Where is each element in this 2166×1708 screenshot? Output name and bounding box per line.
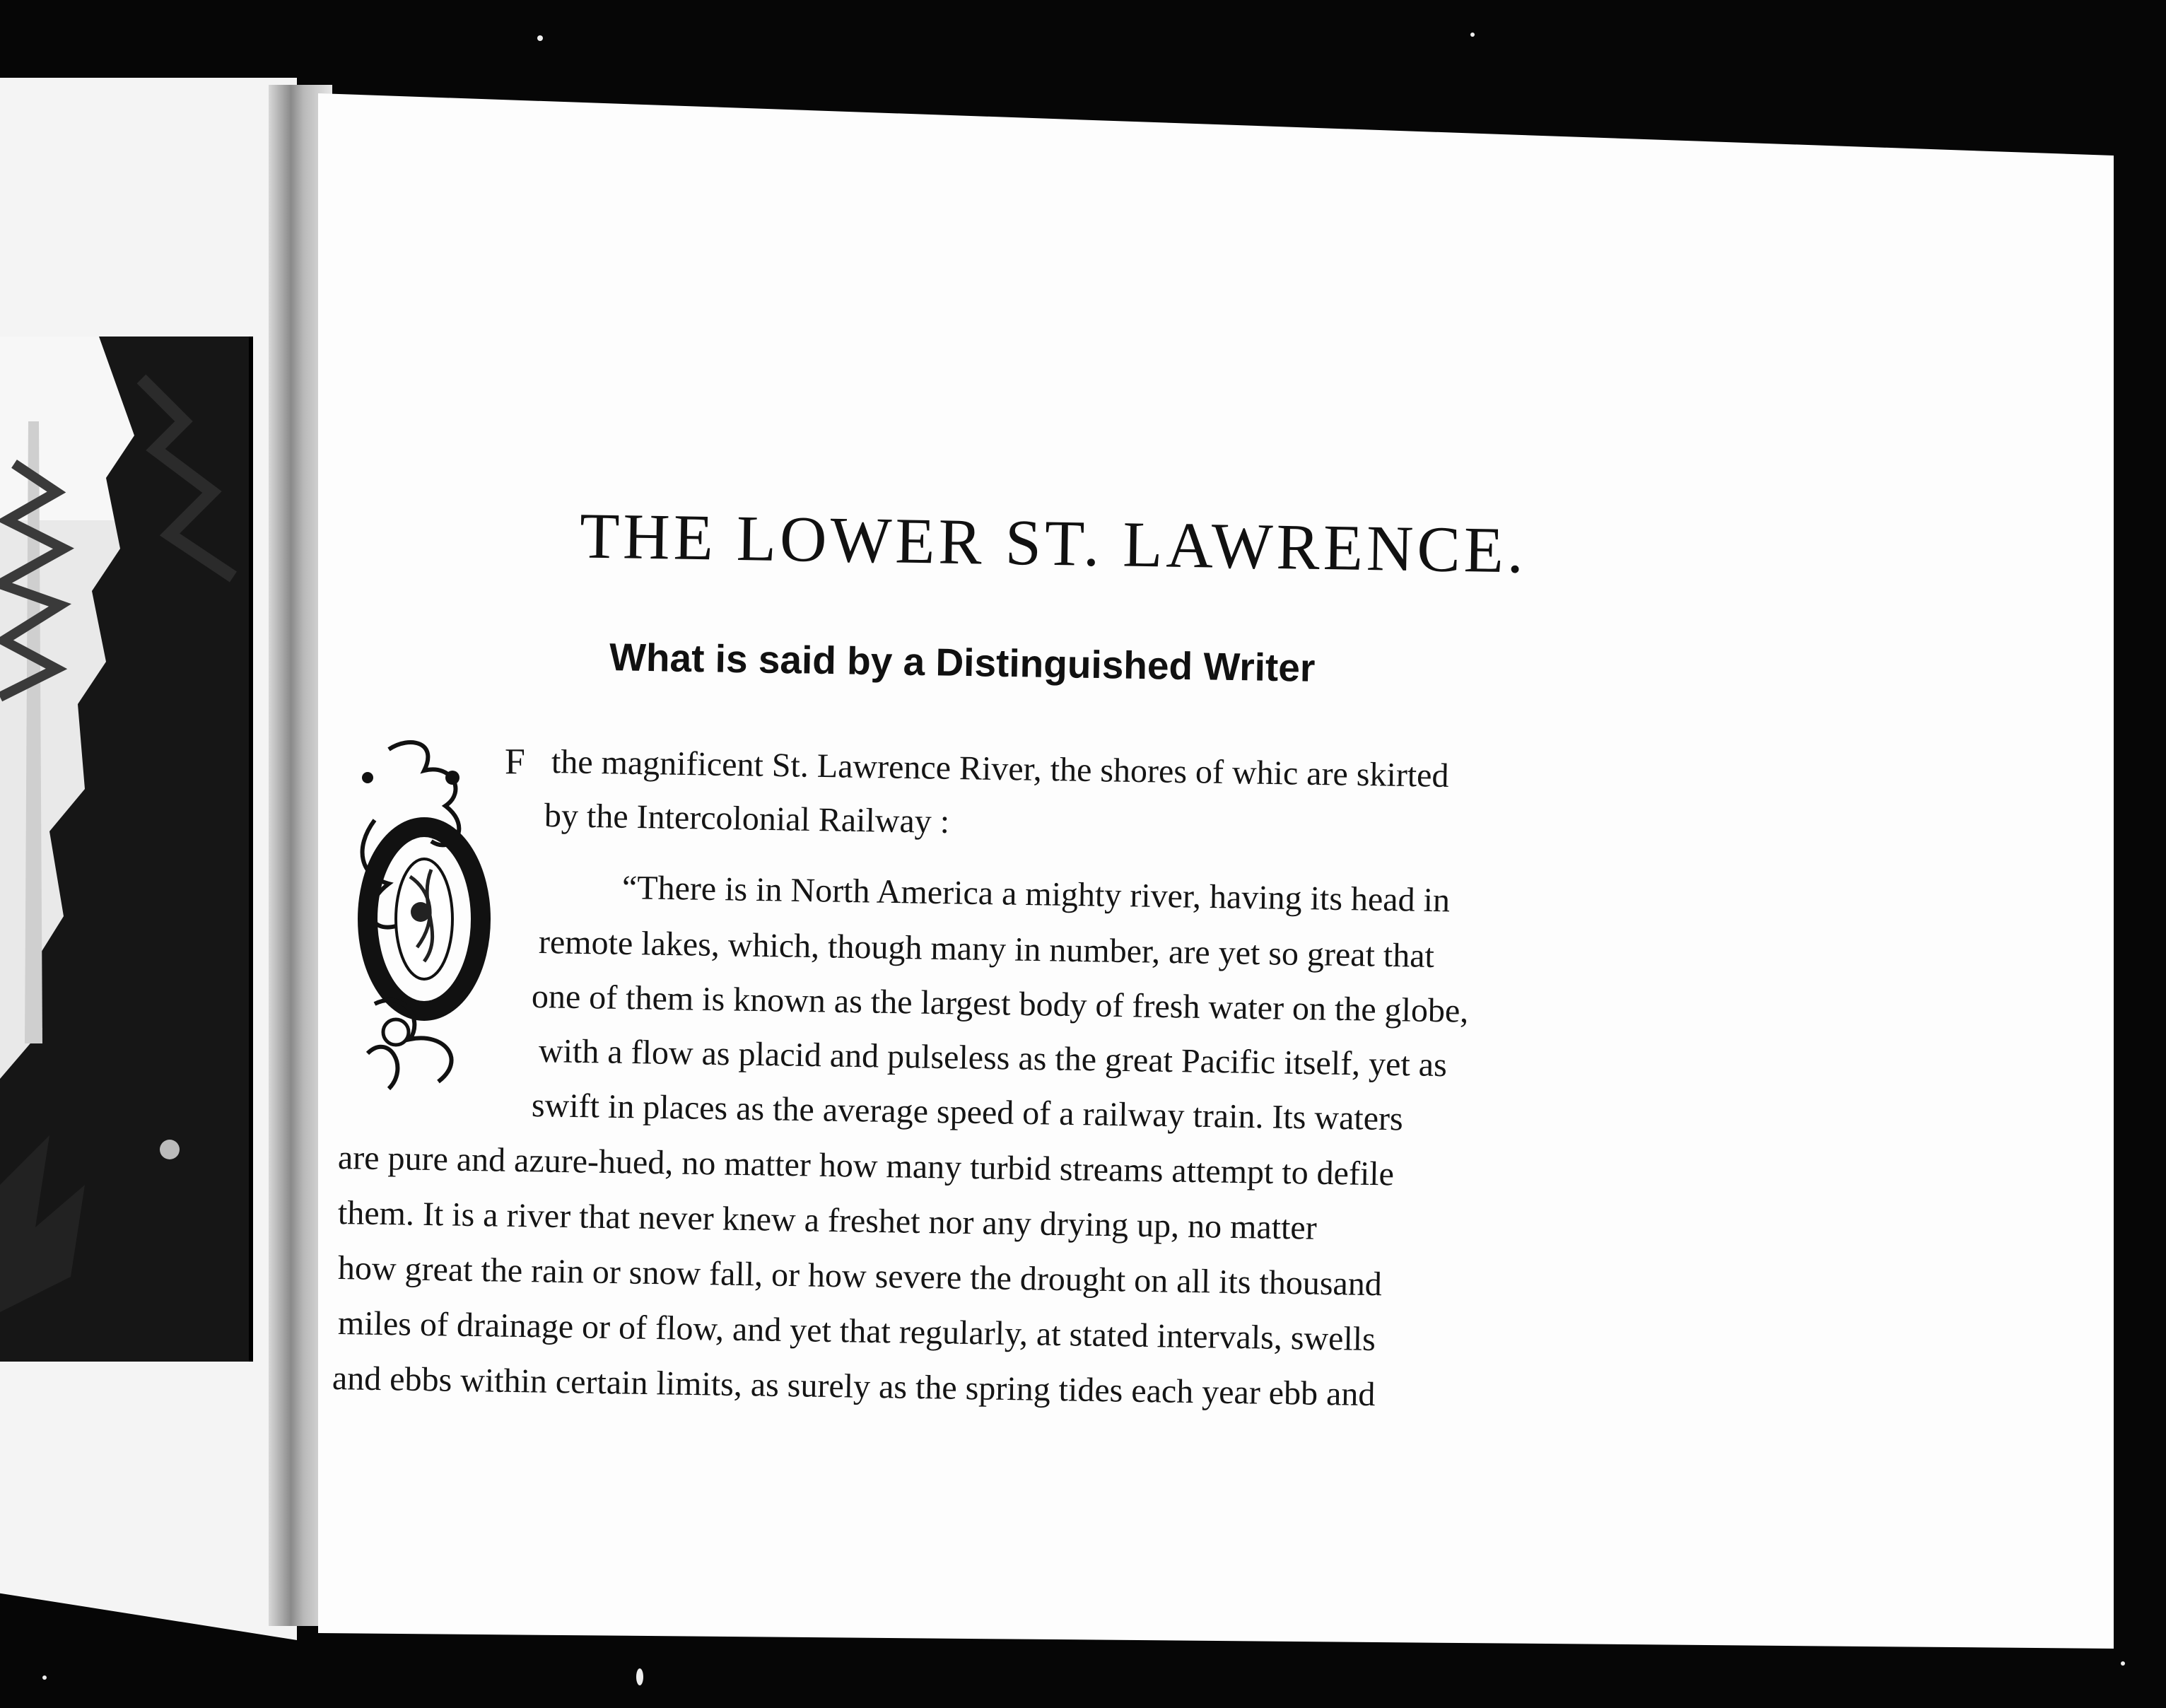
body-line-4: remote lakes, which, though many in number, are yet so great that	[538, 923, 1435, 975]
text-page	[318, 93, 2114, 1649]
body-line-5: one of them is known as the largest body of fresh water on the globe,	[531, 978, 1469, 1030]
body-line-1: the magnificent St. Lawrence River, the shores of whic are skirted	[551, 743, 1449, 795]
page-title: THE LOWER ST. LAWRENCE.	[579, 499, 1528, 587]
body-line-7: swift in places as the average speed of a railway train. Its waters	[531, 1087, 1404, 1138]
body-line-9: them. It is a river that never knew a freshet nor any drying up, no matter	[337, 1194, 1318, 1247]
body-line-11: miles of drainage or of flow, and yet that regularly, at stated intervals, swells	[337, 1304, 1376, 1359]
forest-photograph	[0, 337, 253, 1362]
body-line-8: are pure and azure-hued, no matter how many turbid streams attempt to defile	[337, 1139, 1395, 1193]
body-line-10: how great the rain or snow fall, or how severe the drought on all its thousand	[337, 1249, 1383, 1304]
body-line-3: “There is in North America a mighty river, having its head in	[621, 869, 1451, 920]
drop-cap-continuation: F	[505, 742, 525, 782]
body-line-2: by the Intercolonial Railway :	[544, 797, 950, 841]
ornamental-drop-cap-o	[346, 735, 495, 1103]
body-line-12: and ebbs within certain limits, as surely as the spring tides each year ebb and	[332, 1359, 1376, 1414]
page-subtitle: What is said by a Distinguished Writer	[609, 635, 1316, 690]
body-line-6: with a flow as placid and pulseless as the great Pacific itself, yet as	[538, 1032, 1448, 1084]
